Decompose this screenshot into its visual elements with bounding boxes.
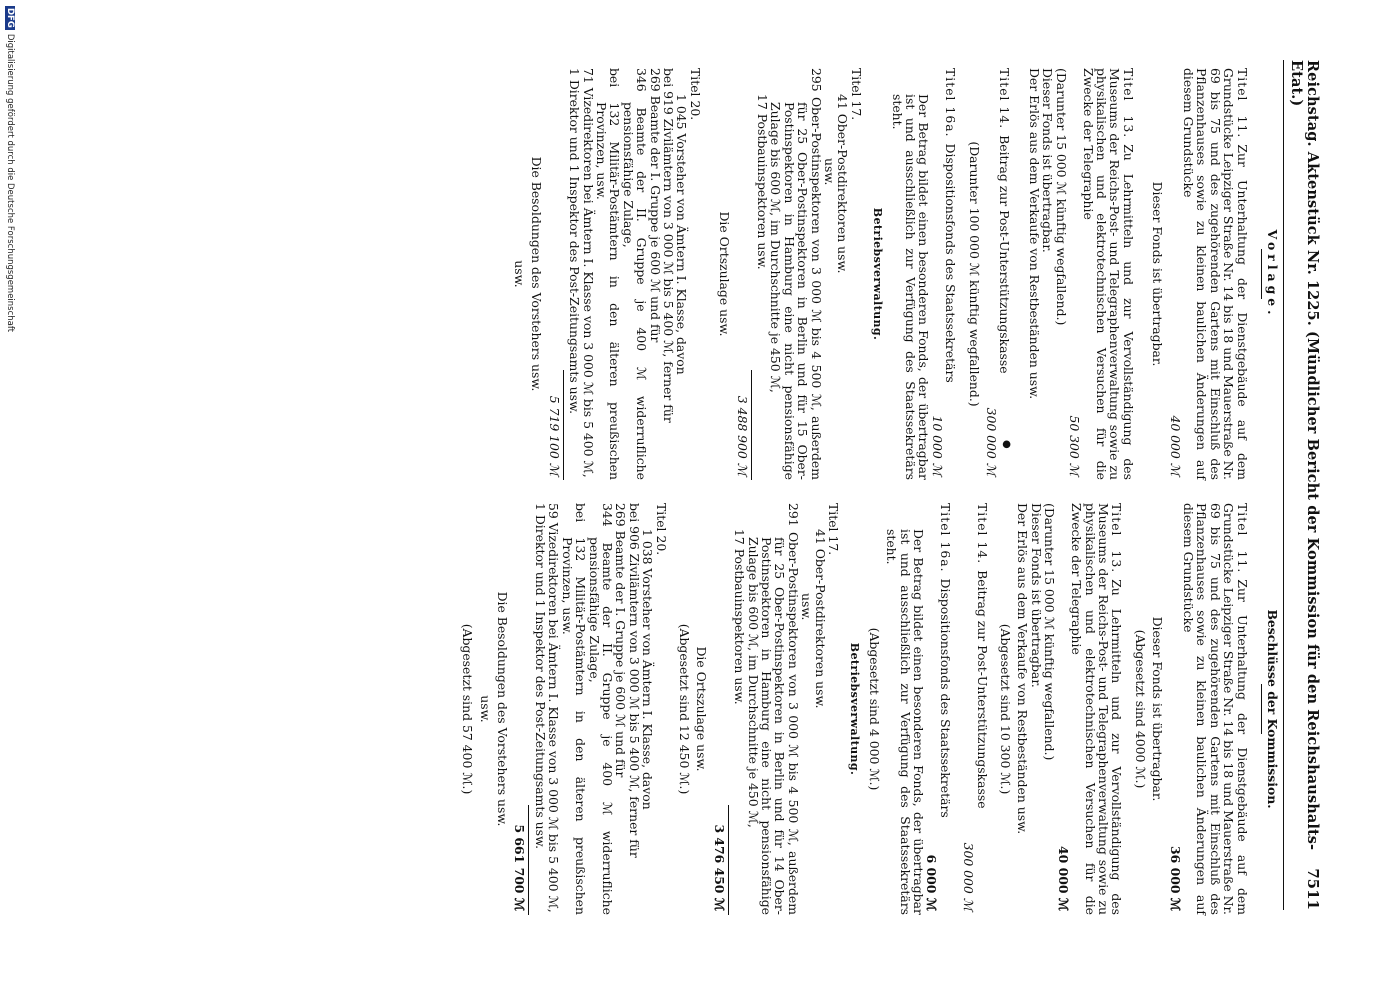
- line: bei 132 Militär-Postämtern in den älteren preußischen Provinzen, usw.: [559, 503, 589, 915]
- entry-titel-20: [513, 68, 702, 480]
- amount: 300 000 ℳ: [961, 842, 977, 911]
- line: 269 Beamte der I. Gruppe je 600 ℳ und für: [647, 68, 663, 343]
- line: 41 Ober-Postdirektoren usw.: [812, 529, 828, 709]
- line: bei 906 Zivilämtern von 3 000 ℳ bis 5 400 ℳ, ferner für: [626, 503, 642, 858]
- titel-label: Titel 20.: [687, 68, 703, 121]
- amount: 36 000 ℳ: [1167, 846, 1183, 911]
- line: 59 Vizedirektoren bei Ämtern I. Klasse von 3 000 ℳ bis 5 400 ℳ,: [546, 503, 562, 913]
- titel-label: Titel 16a.: [943, 68, 959, 138]
- section-heading: Betriebsverwaltung.: [848, 642, 862, 776]
- line: bei 919 Zivilämtern von 3 000 ℳ bis 5 400 ℳ, ferner für: [660, 68, 676, 423]
- deduction-note: (Abgesetzt sind 12 450 ℳ.): [676, 623, 692, 795]
- line: 17 Postbauinspektoren usw.: [732, 529, 748, 705]
- titel-text: Zu Lehrmitteln und zur Vervollständigung des Museums der Reichs-Post- und Telegraphenverwaltung sowie zu physikalischen und elektrotechnischen Versuchen für die Zwecke der Telegraphie: [1069, 503, 1125, 915]
- amount: 40 000 ℳ: [1055, 846, 1071, 911]
- sum-rule: [563, 370, 564, 480]
- titel-label: Titel 14.: [974, 503, 990, 565]
- line: Die Ortszulage usw.: [694, 646, 710, 772]
- line: 1 045 Vorsteher von Ämtern I. Klasse, davon: [674, 94, 690, 375]
- amount: 6 000 ℳ: [924, 854, 940, 911]
- entry-titel-14: [962, 503, 989, 915]
- footer-text: Digitalisierung gefördert durch die Deutsche Forschungsgemeinschaft: [5, 33, 15, 333]
- line: 269 Beamte der I. Gruppe je 600 ℳ und für: [613, 503, 629, 778]
- column-heading: Beschlüsse der Kommission.: [1261, 503, 1279, 915]
- note: (Darunter 100 000 ℳ künftig wegfallend.): [966, 141, 982, 407]
- line: Die Besoldungen des Vorstehers usw.: [495, 591, 511, 827]
- line: bei 132 Militär-Postämtern in den älteren preußischen Provinzen, usw.: [593, 68, 623, 480]
- line: usw.: [511, 260, 527, 288]
- titel-text: Zur Unterhaltung der Dienstgebäude auf dem Grundstücke Leipziger Straße Nr. 14 bis 18 und Mauerstraße Nr. 69 bis 75 und des zugehörenden Gartens mit Einschluß des Pflanzenhauses sowie zu kleinen baulichen Änderungen auf diesem Grundstücke: [1180, 68, 1250, 480]
- titel-text: Zur Unterhaltung der Dienstgebäude auf dem Grundstücke Leipziger Straße Nr. 14 bis 18 und Mauerstraße Nr. 69 bis 75 und des zugehörenden Gartens mit Einschluß des Pflanzenhauses sowie zu kleinen baulichen Änderungen auf diesem Grundstücke: [1180, 503, 1250, 915]
- entry-titel-20: [461, 503, 668, 915]
- line: 1 Direktor und 1 Inspektor des Post-Zeitungsamts usw.: [567, 68, 583, 415]
- amount: 50 300 ℳ: [1067, 415, 1083, 476]
- titel-label: Titel 13.: [1109, 503, 1125, 574]
- sum-rule: [751, 370, 752, 480]
- section-heading: Betriebsverwaltung.: [871, 207, 885, 341]
- line: Die Ortszulage usw.: [717, 211, 733, 337]
- amount: 3 488 900 ℳ: [734, 395, 750, 476]
- page-number: 7511: [1304, 868, 1322, 910]
- line: 1 038 Vorsteher von Ämtern I. Klasse, davon: [640, 529, 656, 810]
- entry-titel-13: [1028, 68, 1135, 480]
- line: Die Besoldungen des Vorstehers usw.: [529, 156, 545, 392]
- dfg-logo: DFG: [5, 8, 15, 28]
- titel-label: Titel 20.: [653, 503, 669, 556]
- note: Der Erlös aus dem Verkaufe von Restbeständen usw.: [1026, 68, 1042, 400]
- amount: 40 000 ℳ: [1167, 415, 1183, 476]
- titel-label: Titel 14.: [997, 68, 1013, 130]
- titel-label: Titel 11.: [1234, 503, 1250, 574]
- amount: 3 476 450 ℳ: [711, 824, 727, 911]
- line: 344 Beamte der II. Gruppe je 400 ℳ widerrufliche pensionsfähige Zulage,: [586, 503, 615, 915]
- entry-titel-16a: [890, 68, 957, 480]
- column-vorlage: [509, 68, 1280, 480]
- note: Dieser Fonds ist übertragbar.: [1040, 68, 1056, 253]
- column-beschluesse: [457, 503, 1279, 915]
- line: usw.: [822, 158, 838, 186]
- note: Dieser Fonds ist übertragbar.: [1150, 616, 1166, 802]
- page-title: Reichstag. Aktenstück Nr. 1225. (Mündlicher Bericht der Kommission für den Reichshaushalts-Etat.): [1288, 60, 1321, 851]
- line: 1 Direktor und 1 Inspektor des Post-Zeitungsamts usw.: [532, 503, 548, 850]
- line: 295 Ober-Postinspektoren von 3 000 ℳ bis 4 500 ℳ, außerdem für 25 Ober-Postinspektoren in Berlin und für 15 Ober-Postinspektoren in Hamburg eine nicht pensionsfähige Zulage bis 600 ℳ, im Durchschnitte je 450 ℳ,: [768, 68, 824, 480]
- entry-titel-11: [1151, 68, 1249, 480]
- titel-label: Titel 13.: [1120, 68, 1136, 139]
- deduction-note: (Abgesetzt sind 4 000 ℳ.): [866, 627, 882, 791]
- entry-titel-14: [967, 68, 1011, 480]
- note: Der Betrag bildet einen besonderen Fonds, der übertragbar ist und ausschließlich zur Verfügung des Staatssekretärs steht.: [884, 529, 927, 915]
- note: Der Erlös aus dem Verkaufe von Restbeständen usw.: [1015, 503, 1031, 835]
- amount: 5 719 100 ℳ: [546, 395, 562, 476]
- sum-rule: [728, 805, 729, 915]
- titel-text: Beitrag zur Post-Unterstützungskasse: [974, 570, 990, 809]
- page-header: [1283, 60, 1321, 910]
- line: 41 Ober-Postdirektoren usw.: [835, 94, 851, 274]
- titel-text: Zu Lehrmitteln und zur Vervollständigung des Museums der Reichs-Post- und Telegraphenverwaltung sowie zu physikalischen und elektrotechnischen Versuchen für die Zwecke der Telegraphie: [1080, 68, 1136, 480]
- sum-rule: [529, 805, 530, 915]
- titel-text: Dispositionsfonds des Staatssekretärs: [937, 578, 953, 818]
- digitization-footer: [5, 6, 15, 996]
- deduction-note: (Abgesetzt sind 57 400 ℳ.): [460, 623, 476, 795]
- entry-titel-13: [999, 503, 1124, 915]
- note: (Darunter 15 000 ℳ künftig wegfallend.): [1053, 68, 1069, 326]
- titel-text: Dispositionsfonds des Staatssekretärs: [943, 143, 959, 383]
- line: usw.: [477, 695, 493, 723]
- titel-label: Titel 17.: [826, 503, 842, 556]
- note: Dieser Fonds ist übertragbar.: [1150, 181, 1166, 367]
- titel-text: Beitrag zur Post-Unterstützungskasse: [997, 135, 1013, 374]
- ink-dot: ●: [1001, 440, 1012, 449]
- amount: 300 000 ℳ: [984, 407, 1000, 476]
- line: 17 Postbauinspektoren usw.: [755, 94, 770, 270]
- deduction-note: (Abgesetzt sind 4000 ℳ.): [1132, 629, 1148, 789]
- line: 291 Ober-Postinspektoren von 3 000 ℳ bis 4 500 ℳ, außerdem für 25 Ober-Postinspektoren in Berlin und für 14 Ober-Postinspektoren in Hamburg eine nicht pensionsfähige Zulage bis 600 ℳ, im Durchschnitte je 450 ℳ,: [745, 503, 801, 915]
- entry-titel-11: [1133, 503, 1248, 915]
- amount: 5 661 700 ℳ: [512, 824, 528, 911]
- column-heading: Vorlage.: [1261, 68, 1279, 480]
- line: usw.: [799, 593, 815, 621]
- titel-label: Titel 11.: [1234, 68, 1250, 139]
- entry-titel-16a: [867, 503, 951, 915]
- line: 346 Beamte der II. Gruppe je 400 ℳ widerrufliche pensionsfähige Zulage,: [620, 68, 650, 480]
- titel-label: Titel 17.: [848, 68, 864, 121]
- note: (Darunter 15 000 ℳ künftig wegfallend.): [1042, 503, 1058, 761]
- entry-titel-17: [718, 68, 863, 480]
- entry-titel-17: [678, 503, 840, 915]
- note: Dieser Fonds ist übertragbar.: [1028, 503, 1044, 688]
- titel-label: Titel 16a.: [937, 503, 953, 573]
- line: 71 Vizedirektoren bei Ämtern I. Klasse von 3 000 ℳ bis 5 400 ℳ,: [580, 68, 596, 478]
- deduction-note: (Abgesetzt sind 10 300 ℳ.): [998, 623, 1014, 795]
- note: Der Betrag bildet einen besonderen Fonds, der übertragbar ist und ausschließlich zur Verfügung des Staatssekretärs steht.: [889, 94, 932, 480]
- amount: 10 000 ℳ: [929, 415, 945, 476]
